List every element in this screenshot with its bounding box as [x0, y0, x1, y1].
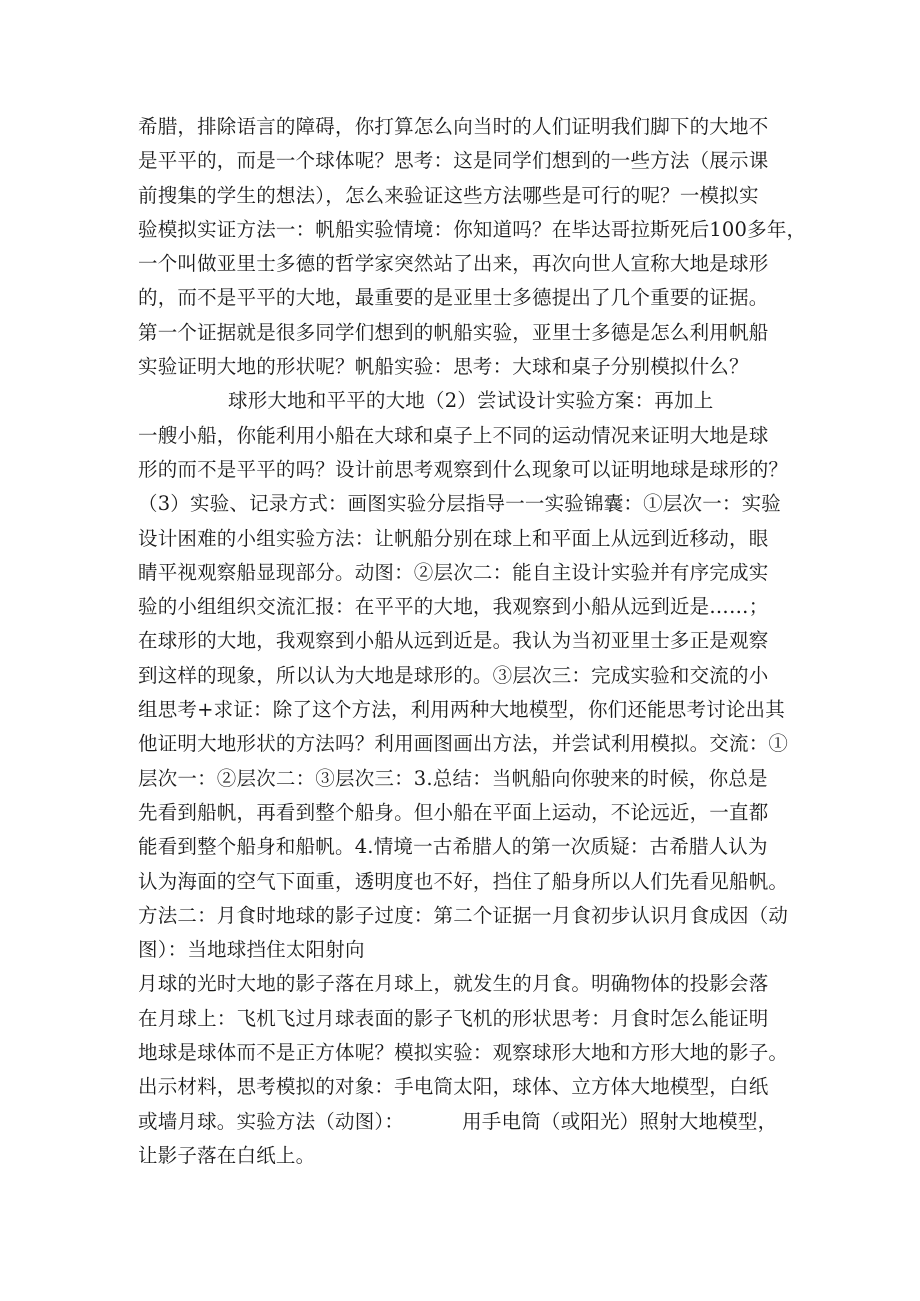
text-line-24: 方法二：月食时地球的影子过度：第二个证据一月食初步认识月食成因（动	[138, 903, 789, 927]
text-line-3: 前搜集的学生的想法），怎么来验证这些方法哪些是可行的呢？一模拟实	[138, 183, 759, 207]
body-text	[138, 110, 807, 1173]
text-line-10: 一艘小船，你能利用小船在大球和桌子上不同的运动情况来证明大地是球	[138, 423, 769, 447]
text-line-2: 是平平的，而是一个球体呢？思考：这是同学们想到的一些方法（展示课	[138, 149, 769, 173]
text-line-20: 层次一：②层次二：③层次三：3.总结：当帆船向你驶来的时候，你总是	[138, 766, 768, 790]
text-line-14: 睛平视观察船显现部分。动图：②层次二：能自主设计实验并有序完成实	[138, 560, 769, 584]
text-line-22: 能看到整个船身和船帆。4.情境一古希腊人的第一次质疑：古希腊人认为	[138, 835, 768, 859]
text-line-31: 让影子落在白纸上。	[138, 1143, 316, 1167]
text-line-28: 地球是球体而不是正方体呢？模拟实验：观察球形大地和方形大地的影子。	[138, 1041, 789, 1065]
text-line-13: 设计困难的小组实验方法：让帆船分别在球上和平面上从远到近移动，眼	[138, 526, 769, 550]
text-line-29: 出示材料，思考模拟的对象：手电筒太阳，球体、立方体大地模型，白纸	[138, 1075, 769, 1099]
text-line-5: 一个叫做亚里士多德的哲学家突然站了出来，再次向世人宣称大地是球形	[138, 252, 769, 276]
text-line-1: 希腊，排除语言的障碍，你打算怎么向当时的人们证明我们脚下的大地不	[138, 115, 769, 138]
text-line-17: 到这样的现象，所以认为大地是球形的。③层次三：完成实验和交流的小	[138, 663, 769, 687]
text-line-15: 验的小组组织交流汇报：在平平的大地，我观察到小船从远到近是……；	[138, 595, 769, 619]
text-line-16: 在球形的大地，我观察到小船从远到近是。我认为当初亚里士多正是观察	[138, 629, 769, 653]
text-line-30-part-1: 或墙月球。实验方法（动图）：	[138, 1109, 405, 1133]
text-line-9: 球形大地和平平的大地（2）尝试设计实验方案：再加上	[228, 389, 714, 413]
text-line-4: 验模拟实证方法一：帆船实验情境：你知道吗？在毕达哥拉斯死后100多年，	[138, 217, 807, 241]
text-line-25: 图）：当地球挡住太阳射向	[138, 938, 365, 962]
text-line-18: 组思考+求证：除了这个方法，利用两种大地模型，你们还能思考讨论出其	[138, 698, 785, 722]
text-line-12: （3）实验、记录方式：画图实验分层指导一一实验锦囊：①层次一：实验	[138, 492, 782, 516]
text-line-7: 第一个证据就是很多同学们想到的帆船实验，亚里士多德是怎么利用帆船	[138, 320, 769, 344]
text-line-30-part-2: 用手电筒（或阳光）照射大地模型，	[462, 1109, 778, 1133]
text-line-11: 形的而不是平平的吗？设计前思考观察到什么现象可以证明地球是球形的？	[138, 457, 789, 481]
text-line-23: 认为海面的空气下面重，透明度也不好，挡住了船身所以人们先看见船帆。	[138, 869, 789, 893]
text-line-27: 在月球上：飞机飞过月球表面的影子飞机的形状思考：月食时怎么能证明	[138, 1006, 769, 1030]
text-line-21: 先看到船帆，再看到整个船身。但小船在平面上运动，不论远近，一直都	[138, 800, 769, 824]
text-line-8: 实验证明大地的形状呢？帆船实验：思考：大球和桌子分别模拟什么？	[138, 355, 749, 379]
text-line-26: 月球的光时大地的影子落在月球上，就发生的月食。明确物体的投影会落	[138, 972, 769, 996]
text-line-6: 的，而不是平平的大地，最重要的是亚里士多德提出了几个重要的证据。	[138, 286, 769, 310]
text-line-19: 他证明大地形状的方法吗？利用画图画出方法，并尝试利用模拟。交流：①	[138, 732, 789, 756]
text-line-30	[138, 1105, 798, 1139]
